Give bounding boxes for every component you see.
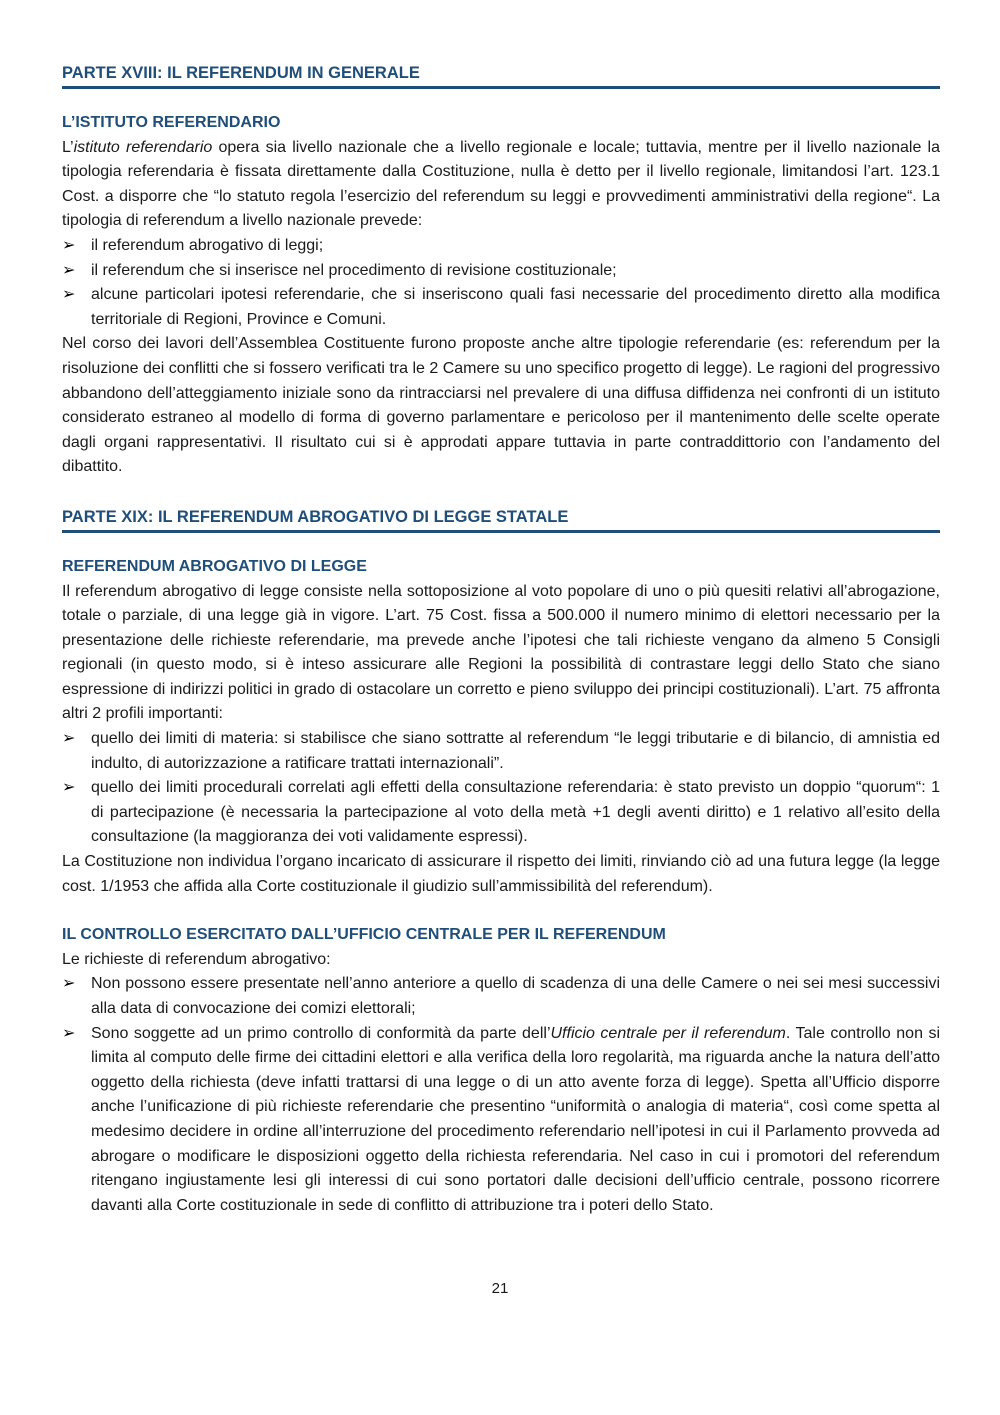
arrow-bullet-icon: ➢: [62, 1024, 76, 1042]
paragraph-istituto-closing: Nel corso dei lavori dell’Assemblea Costituente furono proposte anche altre tipologie referendarie (es: referendum per la risoluzione dei conflitti che si fossero verificati tra le 2 Camere su uno specifico progetto di legge). Le ragioni del progressivo abbandono dell’atteggiamento iniziale sono da rintracciarsi nel prevalere di una diffusa diffidenza nei confronti di un istituto considerato estraneo al modello di forma di governo parlamentare e pericoloso per il mantenimento delle scelte operate dagli organi rappresentativi. Il risultato cui si è approdati appare tuttavia in parte contraddittorio con l’andamento del dibattito.: [62, 335, 940, 476]
paragraph-istituto-intro: L’istituto referendario opera sia livello nazionale che a livello regionale e locale; tuttavia, mentre per il livello nazionale la tipologia referendaria è fissata direttamente dalla Costituzione, nulla è detto per il livello regionale, limitandosi l’art. 123.1 Cost. a disporre che “lo statuto regola l’esercizio del referendum su leggi e provvedimenti amministrativi della regione“. La tipologia di referendum a livello nazionale prevede:: [62, 138, 940, 230]
arrow-bullet-icon: ➢: [62, 236, 76, 254]
part-title-xix: PARTE XIX: IL REFERENDUM ABROGATIVO DI LEGGE STATALE: [62, 506, 940, 533]
arrow-bullet-icon: ➢: [62, 779, 76, 797]
list-item: ➢ il referendum abrogativo di leggi;: [62, 234, 940, 259]
document-page: [62, 0, 940, 1218]
bullet-list-profili: [62, 727, 940, 850]
list-item: ➢ il referendum che si inserisce nel procedimento di revisione costituzionale;: [62, 259, 940, 284]
page-number: 21: [491, 1280, 509, 1297]
list-item: ➢ alcune particolari ipotesi referendarie, che si inseriscono quali fasi necessarie del procedimento diretto alla modifica territoriale di Regioni, Province e Comuni.: [62, 283, 940, 332]
arrow-bullet-icon: ➢: [62, 730, 76, 748]
list-item: ➢ quello dei limiti procedurali correlati agli effetti della consultazione referendaria: è stato previsto un doppio “quorum“: 1 di partecipazione (è necessaria la partecipazione al voto della metà +1 degli aventi diritto) e 1 relativo all’esito della consultazione (la maggioranza dei voti validamente espressi).: [62, 776, 940, 850]
list-item: ➢ Sono soggette ad un primo controllo di conformità da parte dell’Ufficio centrale per il referendum. Tale controllo non si limita al computo delle firme dei cittadini elettori e alla verifica della loro regolarità, ma riguarda anche la natura dell’atto oggetto della richiesta (deve infatti trattarsi di una legge o di un atto avente forza di legge). Spetta all’Ufficio disporre anche l’unificazione di più richieste referendarie che presentino “uniformità o analogia di materia“, così come spetta al medesimo decidere in ordine all’interruzione del procedimento referendario nell’ipotesi in cui il Parlamento provveda ad abrogare o modificare le disposizioni oggetto della richiesta referendaria. Nel caso in cui i promotori del referendum ritengano ingiustamente lesi gli interessi di cui sono portatori dalle decisioni dell’ufficio centrale, possono ricorrere davanti alla Corte costituzionale in sede di conflitto di attribuzione tra i poteri dello Stato.: [62, 1022, 940, 1219]
part-title-xviii: PARTE XVIII: IL REFERENDUM IN GENERALE: [62, 62, 940, 89]
paragraph-controllo-intro: Le richieste di referendum abrogativo:: [62, 950, 331, 968]
paragraph-abrogativo-closing: La Costituzione non individua l’organo incaricato di assicurare il rispetto dei limiti, rinviando ciò ad una futura legge (la legge cost. 1/1953 che affida alla Corte costituzionale il giudizio sull’ammissibilità del referendum).: [62, 853, 940, 895]
paragraph-abrogativo-intro: Il referendum abrogativo di legge consiste nella sottoposizione al voto popolare di uno o più quesiti relativi all’abrogazione, totale o parziale, di una legge già in vigore. L’art. 75 Cost. fissa a 500.000 il numero minimo di elettori necessario per la presentazione delle richieste referendarie, ma prevede anche l’ipotesi che tali richieste vengano da almeno 5 Consigli regionali (in questo modo, si è inteso assicurare alle Regioni la possibilità di contrastare leggi dello Stato che siano espressione di indirizzi politici in grado di ostacolare un corretto e pieno sviluppo dei principi costituzionali). L’art. 75 affronta altri 2 profili importanti:: [62, 582, 940, 723]
arrow-bullet-icon: ➢: [62, 286, 76, 304]
list-item: ➢ Non possono essere presentate nell’anno anteriore a quello di scadenza di una delle Camere o nei sei mesi successivi alla data di convocazione dei comizi elettorali;: [62, 972, 940, 1021]
bullet-list-tipologie: [62, 234, 940, 332]
subsection-title-referendum-abrogativo: REFERENDUM ABROGATIVO DI LEGGE: [62, 557, 367, 575]
subsection-title-controllo: IL CONTROLLO ESERCITATO DALL’UFFICIO CENTRALE PER IL REFERENDUM: [62, 926, 666, 944]
arrow-bullet-icon: ➢: [62, 261, 76, 279]
subsection-title-istituto: L’ISTITUTO REFERENDARIO: [62, 114, 281, 131]
list-item: ➢ quello dei limiti di materia: si stabilisce che siano sottratte al referendum “le leggi tributarie e di bilancio, di amnistia ed indulto, di autorizzazione a ratificare trattati internazionali”.: [62, 727, 940, 776]
arrow-bullet-icon: ➢: [62, 975, 76, 993]
bullet-list-richieste: [62, 972, 940, 1218]
